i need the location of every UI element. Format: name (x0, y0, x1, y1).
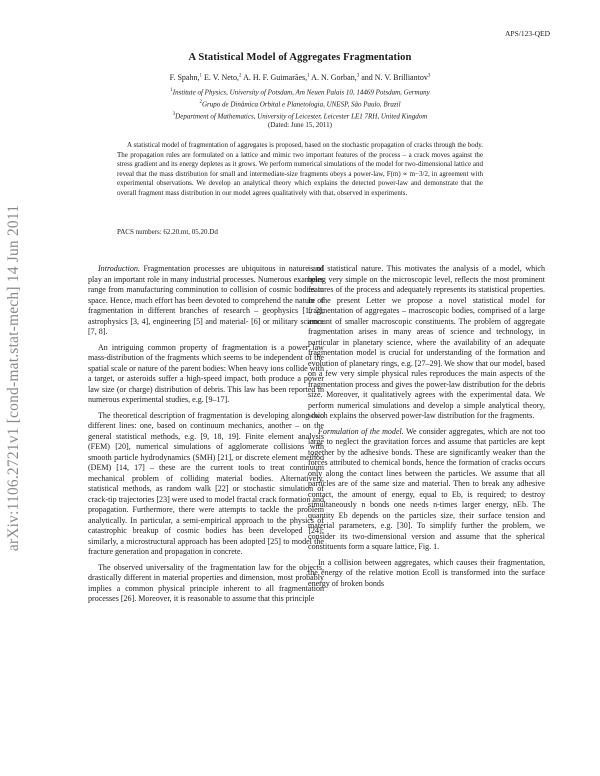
abstract: A statistical model of fragmentation of aggregates is proposed, based on the stochastic propagation of cracks through the body. The propagation rules are formulated on a lattice and mimic two important features of the process – a crack moves against the stress gradient and its energy depletes as it grows. We perform numerical simulations of the model for two-dimensional lattice and reveal that the mass distribution for small and intermediate-size fragments obeys a power-law, F(m) ∝ m−3/2, in agreement with experimental observations. We develop an analytical theory which explains the detected power-law and demonstrate that the overall fragment mass distribution in our model agrees qualitatively with that, observed in experiments. (117, 141, 483, 197)
affiliation: $^2$Grupo de Dinâmica Orbital e Planetologia, UNESP, São Paulo, Brazil (199, 99, 401, 109)
affiliation: $^3$Department of Mathematics, University of Leicester, Leicester LE1 7RH, United Kingdom (172, 111, 428, 120)
author: A. H. F. Guimarães,$^1$ (243, 73, 310, 82)
report-number: APS/123-QED (504, 29, 550, 38)
paragraph: An intriguing common property of fragmentation is a power law mass-distribution of the fragments which seems to be independent of the spatial scale or nature of the parent bodies: When heavy ions collide with a target, or asteroids suffer a high-speed impact, both produce a power law size (or charge) distribution of debris. This law has been reported in numerous experimental studies, e.g. [9–17]. (88, 342, 324, 405)
paragraph: Formulation of the model. We consider aggregates, which are not too large to neglect the gravitation forces and assume that particles are kept together by the adhesive bonds. These are significantly weaker than the forces attributed to chemical bonds, hence the formation of cracks occurs only along the contact lines between the particles. We assume that all particles are of the same size and material. Then to break any adhesive contact, the amount of energy, equal to Eb, is required; to destroy simultaneously n bonds one needs n-times larger energy, nEb. The quantity Eb depends on the particles size, their surface tension and material parameters, e.g. [30]. To simplify further the problem, we consider its two-dimensional version and assume that the spherical constituents form a square lattice, Fig. 1. (308, 426, 545, 552)
paragraph: is of statistical nature. This motivates the analysis of a model, which being very simple on the microscopic level, reflects the most prominent features of the process and adequately represents its statistical properties. In the present Letter we propose a novel statistical model for fragmentation of aggregates – macroscopic bodies, comprised of a large amount of smaller macroscopic constituents. The problem of aggregate fragmentation arises in many areas of science and technology, in particular in planetary science, where the availability of an adequate fragmentation model is crucial for understanding of the formation and evolution of planetary rings, e.g. [27–29]. We show that our model, based on a few very simple physical rules reproduces the main aspects of the fragmentation process and gives the power-law distribution for the debris size. Moreover, it qualitatively agrees with the experimental data. We perform numerical simulations and develop a simple analytical theory, which explains the observed power-law distribution for the fragments. (308, 264, 545, 421)
paragraph: Introduction. Fragmentation processes are ubiquitous in nature and play an important role in many industrial processes. Numerous examples range from manufacturing comminution to collision of cosmic bodies in space. Hence, much effort has been devoted to comprehend the nature of fragmentation in different branches of research – geophysics [1, 2], astrophysics [3, 4], engineering [5] and material- [6] or military science [7, 8]. (88, 264, 324, 337)
paper-title: A Statistical Model of Aggregates Fragmentation (188, 52, 412, 63)
affiliation: $^1$Institute of Physics, University of Potsdam, Am Neuen Palais 10, 14469 Potsdam, Germany (170, 88, 430, 97)
author: E. V. Neto,$^2$ (203, 73, 242, 82)
section-heading: Formulation of the model. (318, 426, 404, 436)
left-column (88, 264, 324, 610)
arxiv-stamp (2, 158, 26, 598)
dated-line: (Dated: June 15, 2011) (268, 121, 332, 130)
author: F. Spahn,$^1$ (169, 73, 202, 82)
section-heading: Introduction. (98, 264, 140, 273)
paragraph: The observed universality of the fragmentation law for the objects, drastically different in material properties and dimension, most probably implies a common physical principle inherent to all fragmentation processes [26]. Moreover, it is reasonable to assume that this principle (88, 562, 324, 604)
paragraph: The theoretical description of fragmentation is developing along two different lines: one, based on continuum mechanics, another – on the general statistical methods, e.g. [9, 18, 19]. Finite element analysis (FEM) [20], numerical simulations of agglomerate collisions with smooth particle hydrodynamics (SMH) [21], or discrete element method (DEM) [14, 17] – these are the current tools to treat continuum mechanical problem of colliding material bodies. Alternatively, statistical methods, as random walk [22] or stochastic simulation of crack-tip trajectories [23] were used to model fractal crack formation and propagation. Furthermore, there were attempts to tackle the problem analytically. In particular, a semi-empirical approach to the physics of catastrophic breakup of cosmic bodies has been developed [24]; similarly, a microstructural approach has been adopted [25] to model the fracture generation and propagation in concrete. (88, 410, 324, 557)
pacs-numbers: PACS numbers: 62.20.mt, 05.20.Dd (117, 228, 218, 236)
author: and N. V. Brilliantov$^3$ (361, 73, 431, 82)
paragraph: In a collision between aggregates, which causes their fragmentation, the energy of the relative motion Ecoll is transformed into the surface energy of broken bonds (308, 557, 545, 588)
arxiv-identifier: arXiv:1106.2721v1 [cond-mat.stat-mech] 14 Jun 2011 (5, 204, 22, 552)
author: A. N. Gorban,$^3$ (311, 73, 360, 82)
affiliations (0, 86, 600, 131)
author-list (0, 73, 600, 82)
right-column (308, 264, 545, 594)
